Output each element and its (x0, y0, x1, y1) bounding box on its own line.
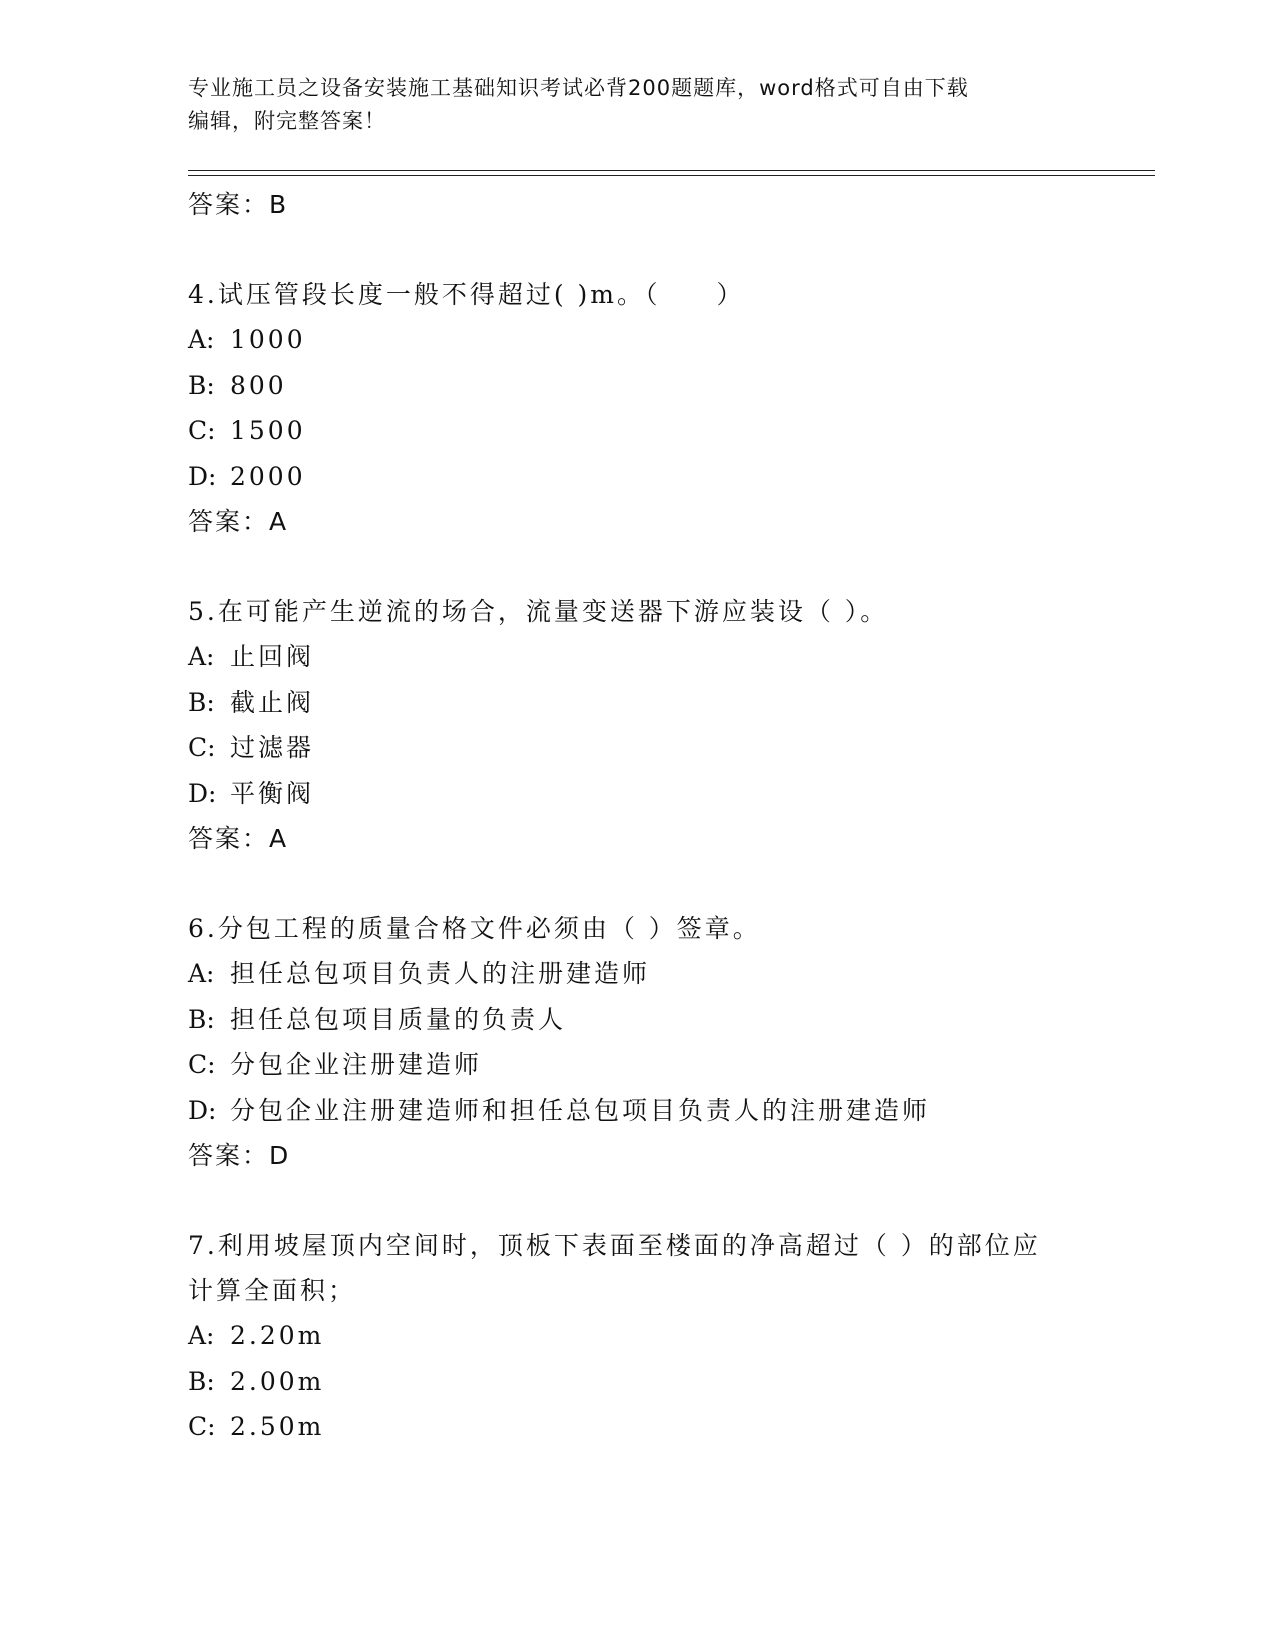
answer-option (188, 1313, 1148, 1359)
option-letter: B: (188, 1004, 215, 1034)
option-letter: B: (188, 1366, 215, 1396)
option-text: 2.50m (230, 1412, 325, 1441)
answer-line: 答案：B (188, 190, 289, 219)
answer-option (188, 634, 1148, 680)
option-text: 平衡阀 (230, 778, 315, 808)
answer-option (188, 454, 1148, 500)
answer-option (188, 317, 1148, 363)
document-header (188, 72, 1088, 138)
question-stem: 7.利用坡屋顶内空间时，顶板下表面至楼面的净高超过（ ）的部位应 (188, 1231, 1041, 1260)
option-text: 2.00m (230, 1366, 325, 1396)
option-text: 2.20m (230, 1321, 325, 1350)
question-gap (188, 862, 1148, 906)
option-letter: B: (188, 687, 215, 717)
option-text: 担任总包项目负责人的注册建造师 (230, 959, 651, 988)
question-gap (188, 545, 1148, 589)
option-text: 过滤器 (230, 733, 315, 762)
option-letter: C: (188, 1412, 216, 1441)
answer-option (188, 680, 1148, 726)
option-letter: C: (188, 733, 216, 762)
option-letter: C: (188, 416, 216, 445)
option-text: 止回阀 (230, 642, 315, 671)
answer-option (188, 1359, 1148, 1405)
header-line-1: 专业施工员之设备安装施工基础知识考试必背200题题库，word格式可自由下载 (188, 76, 969, 100)
option-text: 分包企业注册建造师 (230, 1050, 483, 1079)
answer-option (188, 363, 1148, 409)
option-text: 1000 (230, 325, 306, 354)
question-stem: 4.试压管段长度一般不得超过( )m。（ ） (188, 280, 745, 309)
question-block (188, 906, 1148, 1179)
answer-option (188, 1088, 1148, 1134)
answer-line: 答案：A (188, 507, 289, 536)
option-text: 分包企业注册建造师和担任总包项目负责人的注册建造师 (230, 1095, 931, 1125)
answer-option (188, 1042, 1148, 1088)
question-block (188, 1223, 1148, 1450)
option-letter: B: (188, 370, 215, 400)
question-stem: 5.在可能产生逆流的场合，流量变送器下游应装设（ ）。 (188, 597, 889, 626)
option-text: 担任总包项目质量的负责人 (230, 1004, 567, 1034)
answer-option (188, 771, 1148, 817)
question-stem: 计算全面积； (188, 1276, 357, 1305)
option-letter: A: (188, 325, 215, 354)
option-letter: A: (188, 959, 215, 988)
question-gap (188, 228, 1148, 272)
answer-option (188, 997, 1148, 1043)
answer-option (188, 1404, 1148, 1450)
header-divider-top (188, 170, 1155, 171)
question-stem: 6.分包工程的质量合格文件必须由（ ）签章。 (188, 914, 761, 943)
answer-line: 答案：D (188, 1141, 291, 1170)
option-text: 800 (230, 370, 287, 400)
answer-option (188, 408, 1148, 454)
option-letter: D: (188, 1095, 217, 1125)
option-letter: A: (188, 642, 215, 671)
question-list (188, 182, 1148, 1450)
option-text: 2000 (230, 461, 306, 491)
option-letter: A: (188, 1321, 215, 1350)
answer-line: 答案：A (188, 824, 289, 853)
option-letter: C: (188, 1050, 216, 1079)
question-block (188, 589, 1148, 862)
option-letter: D: (188, 778, 217, 808)
answer-option (188, 951, 1148, 997)
option-text: 1500 (230, 416, 306, 445)
option-letter: D: (188, 461, 217, 491)
question-block (188, 272, 1148, 545)
answer-option (188, 725, 1148, 771)
header-line-2: 编辑，附完整答案！ (188, 109, 386, 133)
header-divider-bottom (188, 175, 1155, 176)
option-text: 截止阀 (230, 687, 315, 717)
question-gap (188, 1179, 1148, 1223)
